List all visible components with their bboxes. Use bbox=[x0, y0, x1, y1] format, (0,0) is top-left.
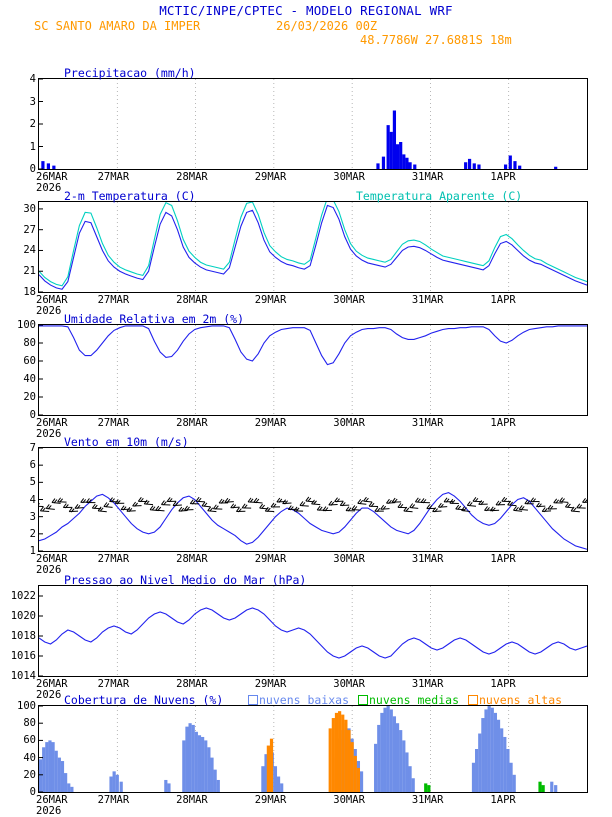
x-tick-label: 26MAR bbox=[36, 794, 68, 806]
y-tick-label: 60 bbox=[6, 355, 36, 367]
x-tick-label: 28MAR bbox=[176, 294, 208, 306]
y-tick-label: 1016 bbox=[6, 650, 36, 662]
y-tick-label: 30 bbox=[6, 203, 36, 215]
x-tick-label: 27MAR bbox=[98, 294, 130, 306]
station-coords: 48.7786W 27.6881S 18m bbox=[360, 33, 512, 47]
plot-frame bbox=[38, 447, 588, 552]
x-tick-label: 1APR bbox=[490, 417, 515, 429]
y-tick-label: 1018 bbox=[6, 630, 36, 642]
y-tick-label: 3 bbox=[6, 96, 36, 108]
x-tick-label: 27MAR bbox=[98, 794, 130, 806]
legend-swatch bbox=[358, 695, 368, 705]
x-axis-year: 2026 bbox=[36, 182, 61, 194]
x-tick-label: 28MAR bbox=[176, 553, 208, 565]
legend-swatch bbox=[248, 695, 258, 705]
y-tick-label: 1 bbox=[6, 545, 36, 557]
x-tick-label: 29MAR bbox=[255, 294, 287, 306]
y-tick-label: 1022 bbox=[6, 590, 36, 602]
x-tick-label: 1APR bbox=[490, 794, 515, 806]
x-tick-label: 1APR bbox=[490, 678, 515, 690]
legend-label: nuvens baixas bbox=[259, 693, 349, 707]
x-tick-label: 26MAR bbox=[36, 553, 68, 565]
panel-title: Precipitacao (mm/h) bbox=[64, 66, 196, 80]
station-header bbox=[0, 19, 612, 33]
page-title: MCTIC/INPE/CPTEC - MODELO REGIONAL WRF bbox=[0, 3, 612, 18]
plot-frame bbox=[38, 585, 588, 677]
y-tick-label: 18 bbox=[6, 286, 36, 298]
x-tick-label: 26MAR bbox=[36, 678, 68, 690]
y-tick-label: 20 bbox=[6, 769, 36, 781]
x-tick-label: 29MAR bbox=[255, 417, 287, 429]
y-tick-label: 20 bbox=[6, 391, 36, 403]
legend-swatch bbox=[468, 695, 478, 705]
x-tick-label: 26MAR bbox=[36, 294, 68, 306]
plot-frame bbox=[38, 705, 588, 793]
x-tick-label: 31MAR bbox=[412, 553, 444, 565]
panel-title-secondary: Temperatura Aparente (C) bbox=[356, 189, 522, 203]
y-tick-label: 3 bbox=[6, 511, 36, 523]
panel-title: Cobertura de Nuvens (%) bbox=[64, 693, 223, 707]
x-tick-label: 30MAR bbox=[333, 553, 365, 565]
run-date: 26/03/2026 00Z bbox=[276, 19, 377, 33]
y-tick-label: 0 bbox=[6, 163, 36, 175]
y-tick-label: 100 bbox=[6, 319, 36, 331]
x-tick-label: 29MAR bbox=[255, 553, 287, 565]
plot-frame bbox=[38, 201, 588, 293]
x-axis-year: 2026 bbox=[36, 564, 61, 576]
x-tick-label: 27MAR bbox=[98, 678, 130, 690]
x-axis-year: 2026 bbox=[36, 428, 61, 440]
x-tick-label: 31MAR bbox=[412, 794, 444, 806]
y-tick-label: 21 bbox=[6, 265, 36, 277]
legend-label: nuvens altas bbox=[479, 693, 562, 707]
x-tick-label: 28MAR bbox=[176, 417, 208, 429]
y-tick-label: 4 bbox=[6, 73, 36, 85]
y-tick-label: 24 bbox=[6, 244, 36, 256]
plot-frame bbox=[38, 324, 588, 416]
panel-title: Vento em 10m (m/s) bbox=[64, 435, 189, 449]
y-tick-label: 1014 bbox=[6, 670, 36, 682]
plot-frame bbox=[38, 78, 588, 170]
x-tick-label: 1APR bbox=[490, 171, 515, 183]
x-tick-label: 30MAR bbox=[333, 294, 365, 306]
x-tick-label: 30MAR bbox=[333, 417, 365, 429]
legend-label: nuvens medias bbox=[369, 693, 459, 707]
y-tick-label: 0 bbox=[6, 409, 36, 421]
x-tick-label: 28MAR bbox=[176, 171, 208, 183]
x-tick-label: 30MAR bbox=[333, 171, 365, 183]
y-tick-label: 4 bbox=[6, 494, 36, 506]
y-tick-label: 2 bbox=[6, 118, 36, 130]
x-tick-label: 31MAR bbox=[412, 171, 444, 183]
y-tick-label: 7 bbox=[6, 442, 36, 454]
x-tick-label: 31MAR bbox=[412, 678, 444, 690]
x-tick-label: 29MAR bbox=[255, 794, 287, 806]
y-tick-label: 1 bbox=[6, 141, 36, 153]
x-tick-label: 26MAR bbox=[36, 417, 68, 429]
x-tick-label: 30MAR bbox=[333, 678, 365, 690]
y-tick-label: 60 bbox=[6, 734, 36, 746]
y-tick-label: 1020 bbox=[6, 610, 36, 622]
panel-title: 2-m Temperatura (C) bbox=[64, 189, 196, 203]
x-tick-label: 1APR bbox=[490, 553, 515, 565]
x-tick-label: 27MAR bbox=[98, 553, 130, 565]
y-tick-label: 40 bbox=[6, 752, 36, 764]
station-name: SC SANTO AMARO DA IMPER bbox=[34, 19, 200, 33]
y-tick-label: 0 bbox=[6, 786, 36, 798]
x-tick-label: 27MAR bbox=[98, 171, 130, 183]
y-tick-label: 80 bbox=[6, 337, 36, 349]
y-tick-label: 80 bbox=[6, 717, 36, 729]
x-tick-label: 29MAR bbox=[255, 171, 287, 183]
y-tick-label: 5 bbox=[6, 476, 36, 488]
x-axis-year: 2026 bbox=[36, 689, 61, 701]
y-tick-label: 40 bbox=[6, 373, 36, 385]
x-tick-label: 26MAR bbox=[36, 171, 68, 183]
y-tick-label: 27 bbox=[6, 224, 36, 236]
x-axis-year: 2026 bbox=[36, 305, 61, 317]
x-tick-label: 31MAR bbox=[412, 417, 444, 429]
x-tick-label: 29MAR bbox=[255, 678, 287, 690]
y-tick-label: 100 bbox=[6, 700, 36, 712]
x-tick-label: 30MAR bbox=[333, 794, 365, 806]
x-axis-year: 2026 bbox=[36, 805, 61, 817]
panel-title: Umidade Relativa em 2m (%) bbox=[64, 312, 244, 326]
x-tick-label: 28MAR bbox=[176, 794, 208, 806]
x-tick-label: 28MAR bbox=[176, 678, 208, 690]
x-tick-label: 1APR bbox=[490, 294, 515, 306]
x-tick-label: 31MAR bbox=[412, 294, 444, 306]
panel-title: Pressao ao Nivel Medio do Mar (hPa) bbox=[64, 573, 306, 587]
x-tick-label: 27MAR bbox=[98, 417, 130, 429]
y-tick-label: 2 bbox=[6, 528, 36, 540]
y-tick-label: 6 bbox=[6, 459, 36, 471]
